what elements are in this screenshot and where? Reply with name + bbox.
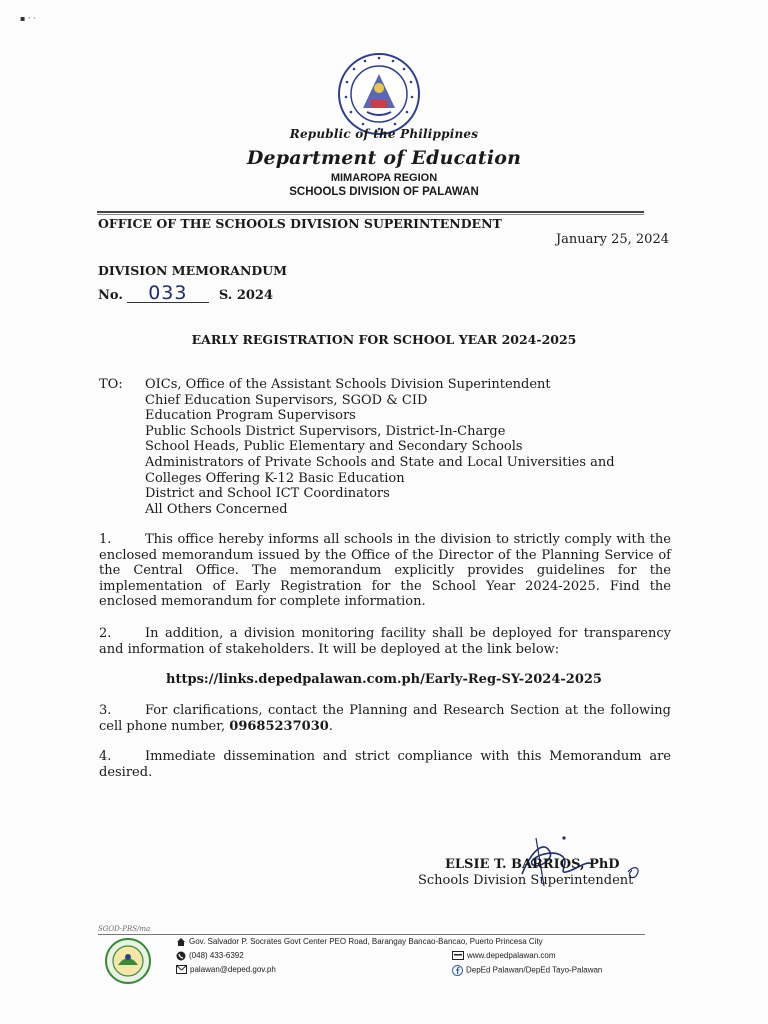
home-icon xyxy=(176,937,186,946)
email-icon xyxy=(176,965,187,974)
footer-website xyxy=(452,951,556,960)
footer-rule xyxy=(98,934,645,935)
paragraph-number: 1. xyxy=(99,532,112,547)
recipient-item: All Others Concerned xyxy=(145,501,288,517)
monitoring-link[interactable]: https://links.depedpalawan.com.ph/Early-Reg-SY-2024-2025 xyxy=(166,672,602,687)
paragraph-text: This office hereby informs all schools in the division to strictly comply with the enclosed memorandum issued by the Office of the Director of the Planning Service of the Central Office. The memorandum explicitly provides guidelines for the implementation of Early Registration for the School Year 2024-2025. Find the enclosed memorandum for complete information. xyxy=(99,532,671,610)
office-line: OFFICE OF THE SCHOOLS DIVISION SUPERINTENDENT xyxy=(98,216,502,231)
signatory-title: Schools Division Superintendent xyxy=(418,873,634,888)
recipient-item: Education Program Supervisors xyxy=(145,408,356,424)
division-seal-icon xyxy=(104,937,152,985)
paragraph-text: Immediate dissemination and strict compliance with this Memorandum are desired. xyxy=(99,749,671,780)
division-line: SCHOOLS DIVISION OF PALAWAN xyxy=(289,186,479,198)
recipient-item: Chief Education Supervisors, SGOD & CID xyxy=(145,392,428,408)
header-rule xyxy=(97,211,644,213)
memo-series: S. 2024 xyxy=(218,288,274,303)
footer-facebook-text: DepEd Palawan/DepEd Tayo-Palawan xyxy=(466,965,603,975)
recipient-item: Public Schools District Supervisors, District-In-Charge xyxy=(145,423,506,439)
paragraph-text: For clarifications, contact the Planning and Research Section at the following cell phone number, xyxy=(99,703,671,734)
memo-number: 033 xyxy=(127,284,209,303)
paragraph-4 xyxy=(99,749,671,780)
footer-email-text: palawan@deped.gov.ph xyxy=(190,965,276,974)
scan-speck: ▪ · · xyxy=(20,14,36,23)
department-name: Department of Education xyxy=(246,147,522,169)
signatory-name: ELSIE T. BARRIOS, PhD xyxy=(445,857,620,872)
paragraph-number: 3. xyxy=(99,703,112,718)
paragraph-number: 2. xyxy=(99,626,112,641)
paragraph-2 xyxy=(99,626,671,657)
footer-phone xyxy=(176,951,244,961)
header-rule-thin xyxy=(97,214,644,215)
footer-facebook xyxy=(452,965,602,976)
footer-address-text: Gov. Salvador P. Socrates Govt Center PEO Road, Barangay Bancao-Bancao, Puerto Princesa City xyxy=(189,937,543,946)
paragraph-text: In addition, a division monitoring facility shall be deployed for transparency and information of stakeholders. It will be deployed at the link below: xyxy=(99,626,671,657)
recipient-item: OICs, Office of the Assistant Schools Division Superintendent xyxy=(145,377,551,392)
footer-phone-text: (048) 433-6392 xyxy=(189,951,244,961)
recipient-item: Colleges Offering K-12 Basic Education xyxy=(145,470,405,486)
memo-no-label: No. xyxy=(98,288,123,303)
paragraph-number: 4. xyxy=(99,749,112,764)
footer-address xyxy=(176,937,543,946)
contact-phone: 09685237030 xyxy=(229,718,329,734)
recipient-list xyxy=(145,377,665,517)
to-label: TO: xyxy=(99,377,123,392)
paragraph-3 xyxy=(99,703,671,734)
memo-number-line xyxy=(98,284,273,303)
recipient-item: Administrators of Private Schools and State and Local Universities and xyxy=(145,454,615,470)
footer-email xyxy=(176,965,276,974)
region-line: MIMAROPA REGION xyxy=(330,172,438,184)
memo-date: January 25, 2024 xyxy=(555,232,669,247)
deped-seal-icon xyxy=(337,52,421,136)
memo-subject: EARLY REGISTRATION FOR SCHOOL YEAR 2024-2025 xyxy=(191,332,577,347)
republic-line: Republic of the Philippines xyxy=(289,127,479,141)
web-icon xyxy=(452,951,464,960)
facebook-icon xyxy=(452,965,463,976)
recipient-item: District and School ICT Coordinators xyxy=(145,486,390,502)
paragraph-1 xyxy=(99,532,671,610)
footer-website-text: www.depedpalawan.com xyxy=(467,951,556,960)
paragraph-text-end: . xyxy=(328,718,333,734)
tracker-code: SGOD-PRS/ma xyxy=(98,925,151,933)
phone-icon xyxy=(176,951,186,961)
memo-type: DIVISION MEMORANDUM xyxy=(98,263,287,278)
recipient-item: School Heads, Public Elementary and Secondary Schools xyxy=(145,439,523,455)
